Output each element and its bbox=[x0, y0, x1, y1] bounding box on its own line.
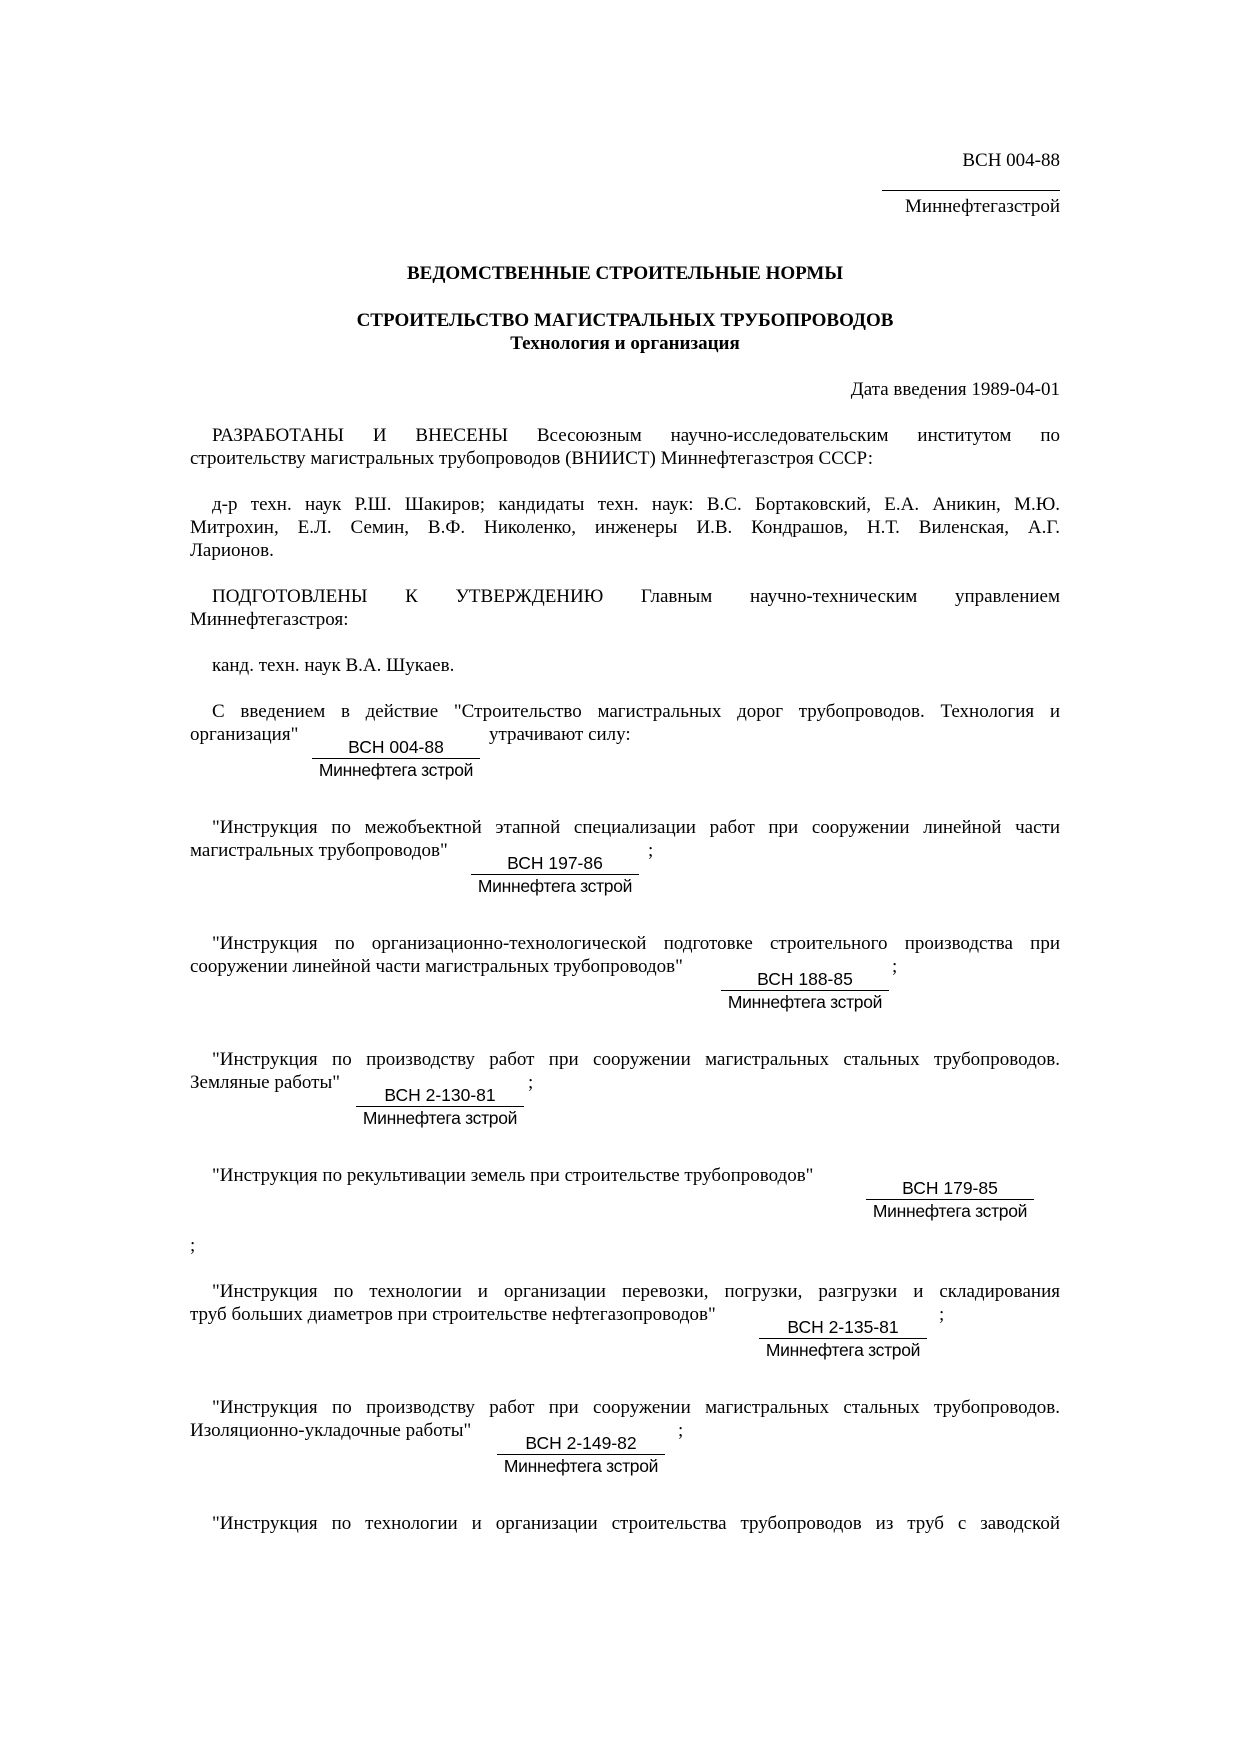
reference-code: ВСН 2-135-81 bbox=[759, 1316, 927, 1339]
developed-line-1: РАЗРАБОТАНЫ И ВНЕСЕНЫ Всесоюзным научно-исследовательским институтом по bbox=[212, 425, 1060, 446]
document-code: ВСН 004-88 bbox=[962, 150, 1060, 171]
authors-line-3: Ларионов. bbox=[190, 540, 274, 561]
document-reference bbox=[866, 1177, 1034, 1222]
reference-code: ВСН 004-88 bbox=[312, 736, 480, 759]
reference-code: ВСН 2-149-82 bbox=[497, 1432, 665, 1455]
document-reference bbox=[471, 852, 639, 897]
instruction-6-line-2: Изоляционно-укладочные работы" bbox=[190, 1420, 472, 1441]
document-reference bbox=[356, 1084, 524, 1129]
instruction-5-suffix: ; bbox=[939, 1304, 945, 1325]
introduction-date: Дата введения 1989-04-01 bbox=[850, 379, 1060, 400]
document-reference bbox=[759, 1316, 927, 1361]
instruction-7-line-1: "Инструкция по технологии и организации строительства трубопроводов из труб с заводской bbox=[212, 1513, 1060, 1534]
reference-org: Миннефтега зстрой bbox=[765, 1340, 921, 1360]
document-page bbox=[190, 0, 1060, 1755]
issuing-organization: Миннефтегазстрой bbox=[905, 196, 1060, 217]
instruction-2-line-2: сооружении линейной части магистральных трубопроводов" bbox=[190, 956, 683, 977]
instruction-2-line-1: "Инструкция по организационно-технологической подготовке строительного производства при bbox=[212, 933, 1060, 954]
document-subject: СТРОИТЕЛЬСТВО МАГИСТРАЛЬНЫХ ТРУБОПРОВОДОВ bbox=[356, 310, 894, 331]
instruction-4-suffix: ; bbox=[190, 1235, 196, 1256]
instruction-6-suffix: ; bbox=[678, 1420, 684, 1441]
reference-org: Миннефтега зстрой bbox=[318, 760, 474, 780]
instruction-5-line-1: "Инструкция по технологии и организации перевозки, погрузки, разгрузки и складирования bbox=[212, 1281, 1060, 1302]
statement-line-2-end: утрачивают силу: bbox=[489, 724, 631, 745]
instruction-2-suffix: ; bbox=[892, 956, 898, 977]
instruction-1-line-2: магистральных трубопроводов" bbox=[190, 840, 448, 861]
reference-code: ВСН 188-85 bbox=[721, 968, 889, 991]
statement-line-2-start: организация" bbox=[190, 724, 299, 745]
approver: канд. техн. наук В.А. Шукаев. bbox=[212, 655, 455, 676]
prepared-line-2: Миннефтегазстроя: bbox=[190, 609, 349, 630]
reference-code: ВСН 197-86 bbox=[471, 852, 639, 875]
statement-line-1: С введением в действие "Строительство магистральных дорог трубопроводов. Технология и bbox=[212, 701, 1060, 722]
document-title: ВЕДОМСТВЕННЫЕ СТРОИТЕЛЬНЫЕ НОРМЫ bbox=[406, 263, 844, 284]
reference-org: Миннефтега зстрой bbox=[477, 876, 633, 896]
reference-org: Миннефтега зстрой bbox=[503, 1456, 659, 1476]
prepared-line-1: ПОДГОТОВЛЕНЫ К УТВЕРЖДЕНИЮ Главным научно-техническим управлением bbox=[212, 586, 1060, 607]
document-reference bbox=[497, 1432, 665, 1477]
document-reference bbox=[721, 968, 889, 1013]
instruction-6-line-1: "Инструкция по производству работ при сооружении магистральных стальных трубопроводов. bbox=[212, 1397, 1060, 1418]
instruction-1-suffix: ; bbox=[648, 840, 654, 861]
reference-code: ВСН 2-130-81 bbox=[356, 1084, 524, 1107]
instruction-4-line-1: "Инструкция по рекультивации земель при строительстве трубопроводов" bbox=[212, 1165, 814, 1186]
instruction-1-line-1: "Инструкция по межобъектной этапной специализации работ при сооружении линейной части bbox=[212, 817, 1060, 838]
reference-code: ВСН 179-85 bbox=[866, 1177, 1034, 1200]
instruction-3-suffix: ; bbox=[528, 1072, 534, 1093]
document-subtitle: Технология и организация bbox=[510, 333, 740, 354]
reference-org: Миннефтега зстрой bbox=[872, 1201, 1028, 1221]
document-reference bbox=[312, 736, 480, 781]
developed-line-2: строительству магистральных трубопроводов (ВНИИСТ) Миннефтегазстроя СССР: bbox=[190, 448, 874, 469]
instruction-3-line-2: Земляные работы" bbox=[190, 1072, 340, 1093]
authors-line-1: д-р техн. наук Р.Ш. Шакиров; кандидаты техн. наук: В.С. Бортаковский, Е.А. Аникин, М.Ю. bbox=[212, 494, 1060, 515]
reference-org: Миннефтега зстрой bbox=[362, 1108, 518, 1128]
authors-line-2: Митрохин, Е.Л. Семин, В.Ф. Николенко, инженеры И.В. Кондрашов, Н.Т. Виленская, А.Г. bbox=[190, 517, 1060, 538]
instruction-5-line-2: труб больших диаметров при строительстве нефтегазопроводов" bbox=[190, 1304, 716, 1325]
reference-org: Миннефтега зстрой bbox=[727, 992, 883, 1012]
header-divider bbox=[882, 190, 1060, 191]
instruction-3-line-1: "Инструкция по производству работ при сооружении магистральных стальных трубопроводов. bbox=[212, 1049, 1060, 1070]
